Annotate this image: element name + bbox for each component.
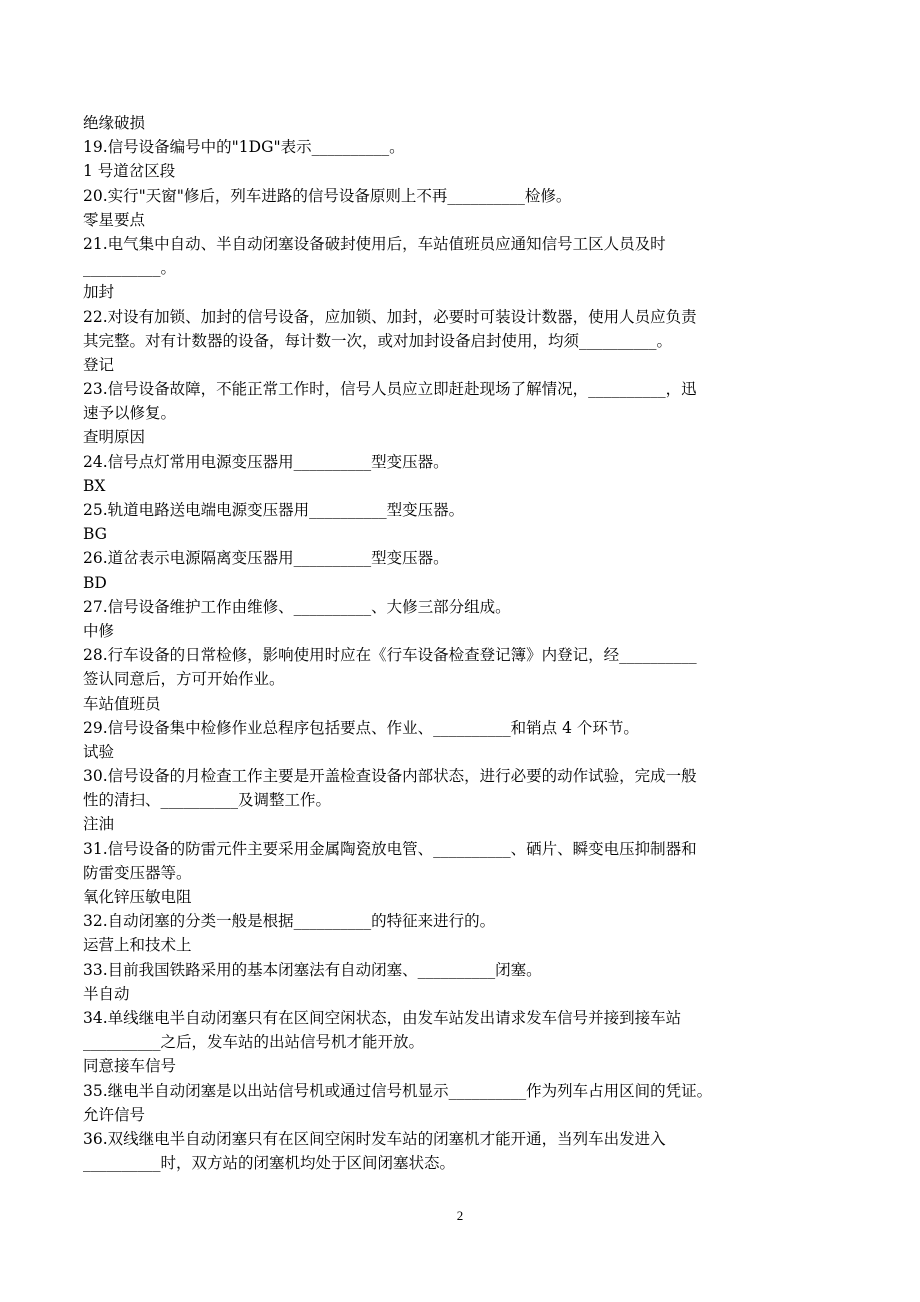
text-line: 速予以修复。 bbox=[83, 404, 177, 423]
text-line: 19.信号设备编号中的"1DG"表示__________。 bbox=[83, 138, 405, 157]
text-line: BD bbox=[83, 573, 107, 592]
text-line: __________时，双方站的闭塞机均处于区间闭塞状态。 bbox=[83, 1154, 456, 1173]
text-line: 注油 bbox=[83, 815, 115, 834]
text-line: 试验 bbox=[83, 742, 115, 761]
text-line: 氧化锌压敏电阻 bbox=[83, 888, 192, 906]
text-line: 运营上和技术上 bbox=[83, 936, 192, 955]
text-line: 性的清扫、__________及调整工作。 bbox=[83, 791, 332, 810]
text-line: 32.自动闭塞的分类一般是根据__________的特征来进行的。 bbox=[83, 912, 496, 931]
text-line: 绝缘破损 bbox=[83, 114, 146, 132]
text-line: 30.信号设备的月检查工作主要是开盖检查设备内部状态，进行必要的动作试验，完成一般 bbox=[83, 767, 697, 786]
text-line: __________之后，发车站的出站信号机才能开放。 bbox=[83, 1033, 425, 1052]
text-line: 33.目前我国铁路采用的基本闭塞法有自动闭塞、__________闭塞。 bbox=[83, 960, 542, 979]
text-line: 中修 bbox=[83, 621, 115, 640]
text-line: 防雷变压器等。 bbox=[83, 863, 192, 882]
text-line: 26.道岔表示电源隔离变压器用__________型变压器。 bbox=[83, 549, 449, 568]
text-line: 22.对设有加锁、加封的信号设备，应加锁、加封，必要时可装设计数器，使用人员应负责 bbox=[83, 307, 697, 326]
text-line: 21.电气集中自动、半自动闭塞设备破封使用后，车站值班员应通知信号工区人员及时 bbox=[83, 234, 666, 253]
text-line: 1 号道岔区段 bbox=[83, 162, 176, 181]
text-line: 24.信号点灯常用电源变压器用__________型变压器。 bbox=[83, 452, 449, 471]
text-line: __________。 bbox=[83, 259, 177, 278]
text-line: 35.继电半自动闭塞是以出站信号机或通过信号机显示__________作为列车占用区间的凭证。 bbox=[83, 1081, 713, 1100]
text-line: 查明原因 bbox=[83, 428, 146, 447]
text-line: 同意接车信号 bbox=[83, 1057, 177, 1076]
text-line: 23.信号设备故障，不能正常工作时，信号人员应立即赶赴现场了解情况，__________，迅 bbox=[83, 380, 697, 399]
text-line: 允许信号 bbox=[83, 1105, 146, 1124]
text-line: 零星要点 bbox=[83, 210, 146, 229]
text-line: 34.单线继电半自动闭塞只有在区间空闲状态，由发车站发出请求发车信号并接到接车站 bbox=[83, 1008, 682, 1027]
text-line: 加封 bbox=[83, 283, 115, 302]
text-line: 28.行车设备的日常检修，影响使用时应在《行车设备检查登记簿》内登记，经__________ bbox=[83, 646, 697, 665]
text-line: 车站值班员 bbox=[83, 694, 161, 713]
text-line: 25.轨道电路送电端电源变压器用__________型变压器。 bbox=[83, 501, 465, 519]
page-number: 2 bbox=[456, 1208, 464, 1223]
text-line: BG bbox=[83, 525, 108, 544]
text-line: 36.双线继电半自动闭塞只有在区间空闲时发车站的闭塞机才能开通，当列车出发进入 bbox=[83, 1129, 666, 1148]
text-line: BX bbox=[83, 476, 106, 495]
document-body bbox=[83, 111, 828, 1175]
text-line: 20.实行"天窗"修后，列车进路的信号设备原则上不再__________检修。 bbox=[83, 186, 572, 205]
text-line: 31.信号设备的防雷元件主要采用金属陶瓷放电管、__________、硒片、瞬变电压抑制器和 bbox=[83, 839, 697, 858]
text-line: 29.信号设备集中检修作业总程序包括要点、作业、__________和销点 4 个环节。 bbox=[83, 718, 639, 737]
text-line: 其完整。对有计数器的设备，每计数一次，或对加封设备启封使用，均须__________。 bbox=[83, 331, 673, 350]
text-line: 登记 bbox=[83, 355, 115, 374]
text-line: 签认同意后，方可开始作业。 bbox=[83, 670, 285, 689]
text-line: 半自动 bbox=[83, 984, 130, 1003]
text-line: 27.信号设备维护工作由维修、__________、大修三部分组成。 bbox=[83, 597, 511, 616]
